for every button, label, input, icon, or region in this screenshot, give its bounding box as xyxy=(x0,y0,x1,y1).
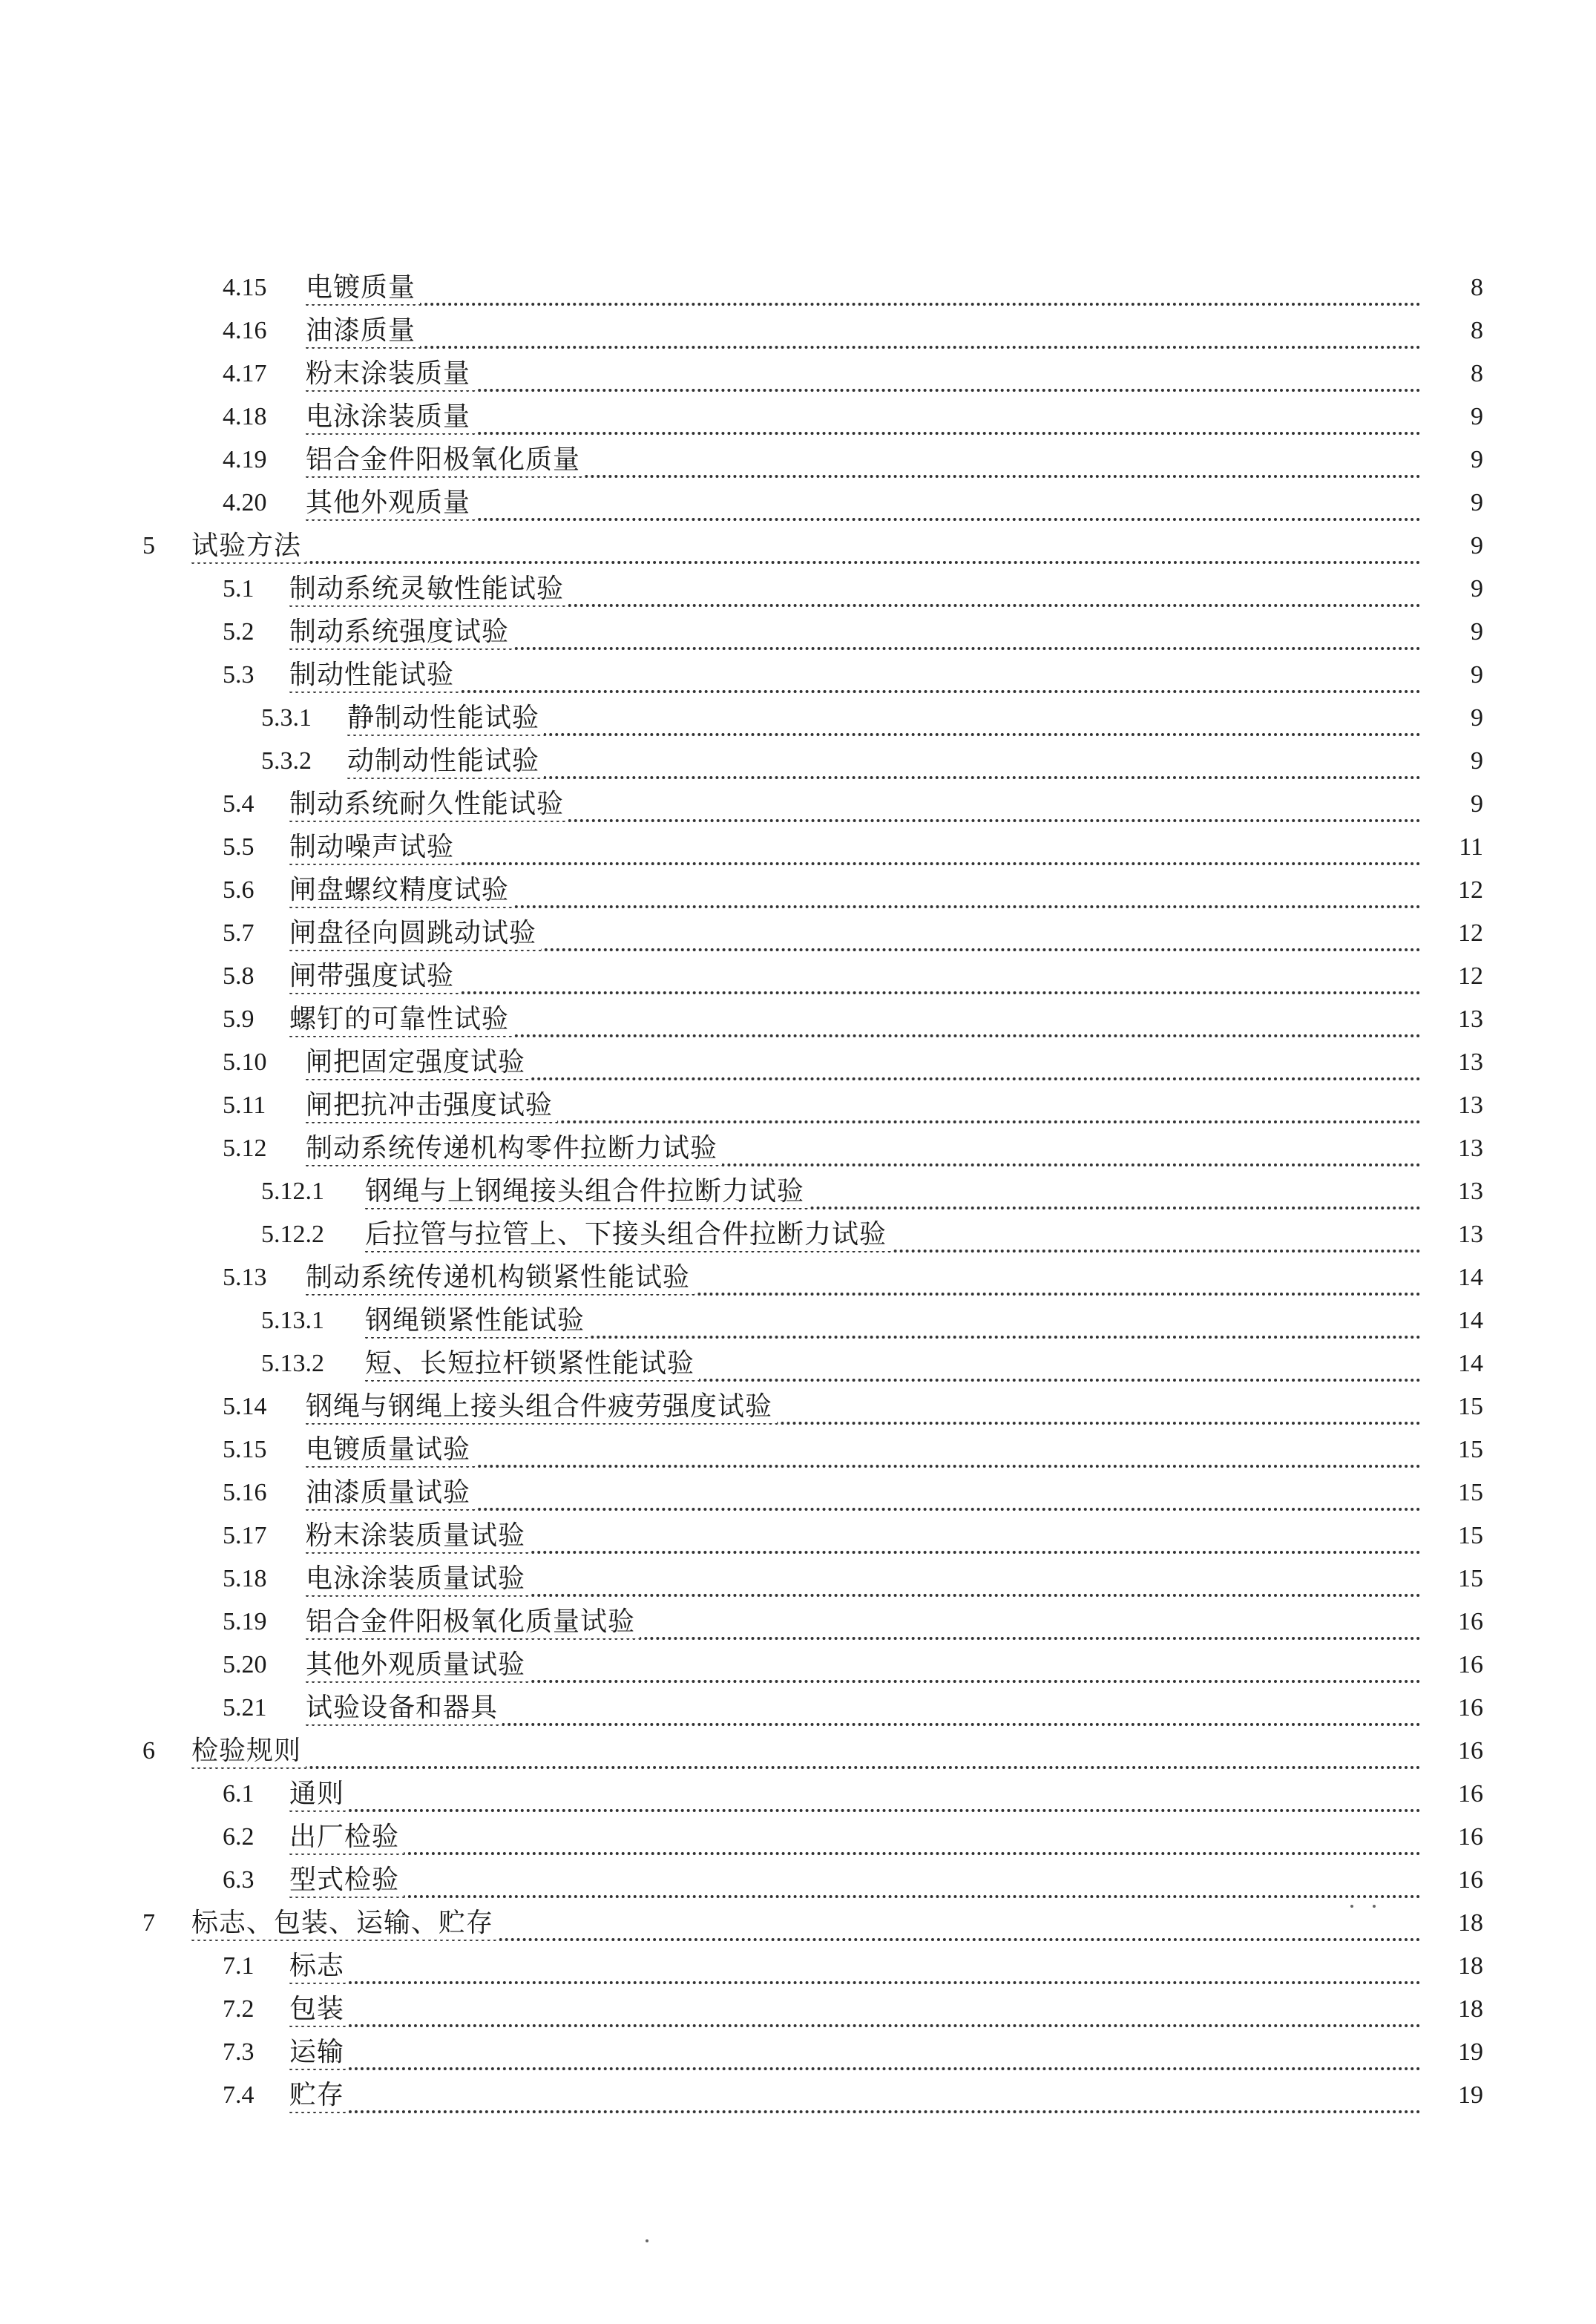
toc-entry-number: 7.4 xyxy=(223,2081,254,2109)
toc-entry-page: 9 xyxy=(1471,790,1483,818)
toc-entry-page: 16 xyxy=(1458,1651,1483,1678)
toc-entry-number: 6 xyxy=(142,1737,155,1765)
toc-leader-dots xyxy=(289,1868,1421,1898)
toc-entry-page: 16 xyxy=(1458,1823,1483,1851)
toc-entry-number: 5.4 xyxy=(223,790,254,818)
toc-entry-number: 4.17 xyxy=(223,360,267,387)
toc-entry-page: 16 xyxy=(1458,1780,1483,1808)
toc-entry xyxy=(0,1861,1596,1904)
toc-entry xyxy=(0,1172,1596,1215)
toc-entry-page: 9 xyxy=(1471,446,1483,473)
toc-entry-number: 5.10 xyxy=(223,1048,267,1076)
toc-entry xyxy=(0,1904,1596,1947)
scan-speck xyxy=(646,2239,648,2242)
toc-entry xyxy=(0,1301,1596,1345)
toc-entry-title: 闸盘径向圆跳动试验 xyxy=(289,917,541,950)
toc-entry-title: 试验设备和器具 xyxy=(306,1692,502,1724)
toc-entry xyxy=(0,527,1596,570)
toc-entry-title: 闸把固定强度试验 xyxy=(306,1046,530,1079)
toc-entry-title: 粉末涂装质量 xyxy=(306,358,475,390)
toc-entry-page: 16 xyxy=(1458,1866,1483,1894)
toc-entry-number: 5.7 xyxy=(223,919,254,947)
toc-entry-number: 5.2 xyxy=(223,618,254,646)
toc-leader-dots xyxy=(191,1739,1421,1769)
toc-entry-title: 动制动性能试验 xyxy=(347,745,544,778)
toc-entry-title: 其他外观质量 xyxy=(306,487,475,519)
toc-entry xyxy=(0,1560,1596,1603)
toc-entry-page: 12 xyxy=(1458,919,1483,947)
toc-entry xyxy=(0,1689,1596,1732)
toc-entry xyxy=(0,312,1596,355)
toc-leader-dots xyxy=(289,1825,1421,1855)
toc-entry xyxy=(0,1603,1596,1646)
toc-entry-page: 9 xyxy=(1471,532,1483,559)
toc-entry-number: 5 xyxy=(142,532,155,559)
toc-entry-title: 电泳涂装质量试验 xyxy=(306,1563,530,1595)
toc-leader-dots xyxy=(289,2084,1421,2113)
toc-leader-dots xyxy=(289,1782,1421,1812)
toc-entry xyxy=(0,398,1596,441)
toc-entry xyxy=(0,1818,1596,1861)
toc-entry-number: 5.5 xyxy=(223,833,254,861)
toc-entry-title: 标志、包装、运输、贮存 xyxy=(191,1907,498,1940)
toc-entry xyxy=(0,1000,1596,1043)
toc-entry-page: 16 xyxy=(1458,1694,1483,1721)
toc-entry-page: 16 xyxy=(1458,1608,1483,1635)
toc-entry-title: 试验方法 xyxy=(191,530,306,562)
toc-entry-page: 18 xyxy=(1458,1995,1483,2023)
toc-entry-title: 包装 xyxy=(289,1993,349,2026)
toc-entry-title: 制动系统耐久性能试验 xyxy=(289,788,568,821)
toc-leader-dots xyxy=(289,1998,1421,2027)
toc-entry xyxy=(0,1215,1596,1258)
toc-entry-title: 电镀质量 xyxy=(306,272,420,304)
toc-entry xyxy=(0,2076,1596,2119)
toc-entry xyxy=(0,828,1596,871)
toc-entry-number: 7 xyxy=(142,1909,155,1937)
toc-entry-number: 5.21 xyxy=(223,1694,267,1721)
toc-leader-dots xyxy=(306,319,1421,349)
toc-entry-page: 15 xyxy=(1458,1393,1483,1420)
toc-entry xyxy=(0,871,1596,914)
toc-entry-title: 闸带强度试验 xyxy=(289,960,459,993)
toc-entry-page: 14 xyxy=(1458,1307,1483,1334)
toc-entry-page: 13 xyxy=(1458,1092,1483,1119)
toc-leader-dots xyxy=(306,276,1421,306)
toc-entry-title: 制动系统传递机构锁紧性能试验 xyxy=(306,1261,694,1294)
toc-entry-page: 11 xyxy=(1459,833,1483,861)
toc-entry-title: 检验规则 xyxy=(191,1735,306,1767)
toc-entry-title: 运输 xyxy=(289,2036,349,2069)
toc-entry xyxy=(0,570,1596,613)
scan-speck xyxy=(1373,1905,1376,1908)
toc-entry xyxy=(0,1129,1596,1172)
toc-entry-title: 静制动性能试验 xyxy=(347,702,544,735)
toc-entry xyxy=(0,914,1596,957)
toc-entry xyxy=(0,355,1596,398)
toc-entry-page: 8 xyxy=(1471,360,1483,387)
toc-entry-page: 16 xyxy=(1458,1737,1483,1765)
toc-entry-page: 12 xyxy=(1458,876,1483,904)
toc-entry-page: 9 xyxy=(1471,661,1483,689)
toc-entry xyxy=(0,1990,1596,2033)
toc-entry-page: 12 xyxy=(1458,962,1483,990)
table-of-contents xyxy=(0,269,1596,2119)
toc-entry-number: 5.15 xyxy=(223,1436,267,1463)
toc-leader-dots xyxy=(191,534,1421,564)
toc-entry-number: 4.19 xyxy=(223,446,267,473)
toc-entry-number: 5.3 xyxy=(223,661,254,689)
toc-entry xyxy=(0,1345,1596,1388)
toc-entry-title: 电镀质量试验 xyxy=(306,1434,475,1466)
toc-entry-title: 制动系统传递机构零件拉断力试验 xyxy=(306,1132,722,1165)
toc-entry xyxy=(0,269,1596,312)
toc-entry-number: 5.3.1 xyxy=(261,704,312,732)
toc-entry-page: 9 xyxy=(1471,747,1483,775)
toc-entry xyxy=(0,1431,1596,1474)
toc-entry-title: 粉末涂装质量试验 xyxy=(306,1520,530,1552)
toc-entry-title: 油漆质量 xyxy=(306,315,420,347)
toc-entry-number: 4.16 xyxy=(223,317,267,344)
toc-entry-number: 5.18 xyxy=(223,1565,267,1592)
toc-entry xyxy=(0,1947,1596,1990)
toc-entry xyxy=(0,785,1596,828)
toc-entry xyxy=(0,957,1596,1000)
toc-entry-title: 制动系统灵敏性能试验 xyxy=(289,573,568,605)
toc-entry xyxy=(0,441,1596,484)
toc-entry-title: 钢绳与钢绳上接头组合件疲劳强度试验 xyxy=(306,1391,777,1423)
toc-entry-number: 7.1 xyxy=(223,1952,254,1980)
toc-entry-title: 电泳涂装质量 xyxy=(306,401,475,433)
toc-entry-number: 6.2 xyxy=(223,1823,254,1851)
toc-entry-page: 15 xyxy=(1458,1436,1483,1463)
toc-entry-number: 4.20 xyxy=(223,489,267,516)
toc-entry-title: 铝合金件阳极氧化质量 xyxy=(306,444,585,476)
toc-entry xyxy=(0,699,1596,742)
toc-entry-page: 9 xyxy=(1471,489,1483,516)
toc-entry-page: 19 xyxy=(1458,2081,1483,2109)
toc-entry xyxy=(0,1474,1596,1517)
toc-entry-number: 5.12.2 xyxy=(261,1221,324,1248)
toc-entry-page: 13 xyxy=(1458,1221,1483,1248)
toc-entry-page: 18 xyxy=(1458,1952,1483,1980)
toc-entry-page: 8 xyxy=(1471,274,1483,301)
toc-entry-page: 9 xyxy=(1471,575,1483,603)
toc-entry-title: 螺钉的可靠性试验 xyxy=(289,1003,513,1036)
toc-leader-dots xyxy=(289,663,1421,693)
toc-entry-title: 通则 xyxy=(289,1778,349,1811)
toc-entry-title: 制动性能试验 xyxy=(289,659,459,692)
toc-entry xyxy=(0,613,1596,656)
toc-entry-number: 5.17 xyxy=(223,1522,267,1549)
toc-entry-number: 5.9 xyxy=(223,1005,254,1033)
toc-entry-number: 5.8 xyxy=(223,962,254,990)
toc-leader-dots xyxy=(289,836,1421,865)
toc-entry-number: 5.19 xyxy=(223,1608,267,1635)
toc-entry-title: 制动系统强度试验 xyxy=(289,616,513,649)
toc-entry-number: 5.13.1 xyxy=(261,1307,324,1334)
toc-entry-title: 标志 xyxy=(289,1950,349,1983)
toc-entry-page: 9 xyxy=(1471,618,1483,646)
toc-entry xyxy=(0,742,1596,785)
toc-entry-title: 其他外观质量试验 xyxy=(306,1649,530,1681)
toc-entry-number: 5.14 xyxy=(223,1393,267,1420)
toc-entry-page: 15 xyxy=(1458,1522,1483,1549)
toc-entry-page: 14 xyxy=(1458,1350,1483,1377)
toc-entry-number: 6.3 xyxy=(223,1866,254,1894)
toc-entry xyxy=(0,484,1596,527)
toc-entry-page: 18 xyxy=(1458,1909,1483,1937)
toc-entry-number: 6.1 xyxy=(223,1780,254,1808)
toc-entry-page: 15 xyxy=(1458,1565,1483,1592)
toc-entry-title: 钢绳与上钢绳接头组合件拉断力试验 xyxy=(365,1175,809,1208)
toc-entry-number: 5.3.2 xyxy=(261,747,312,775)
toc-entry-title: 贮存 xyxy=(289,2079,349,2112)
toc-entry-number: 4.18 xyxy=(223,403,267,430)
toc-entry-title: 制动噪声试验 xyxy=(289,831,459,864)
toc-entry xyxy=(0,1732,1596,1775)
toc-entry-title: 钢绳锁紧性能试验 xyxy=(365,1304,589,1337)
toc-entry-number: 4.15 xyxy=(223,274,267,301)
toc-entry xyxy=(0,656,1596,699)
toc-entry-number: 5.6 xyxy=(223,876,254,904)
toc-entry-number: 5.11 xyxy=(223,1092,266,1119)
toc-entry-page: 13 xyxy=(1458,1135,1483,1162)
toc-entry-title: 闸盘螺纹精度试验 xyxy=(289,874,513,907)
toc-entry-title: 后拉管与拉管上、下接头组合件拉断力试验 xyxy=(365,1218,891,1251)
toc-entry-page: 13 xyxy=(1458,1178,1483,1205)
toc-entry-number: 5.13.2 xyxy=(261,1350,324,1377)
toc-entry-number: 5.13 xyxy=(223,1264,267,1291)
toc-entry-number: 7.2 xyxy=(223,1995,254,2023)
toc-entry-number: 5.12 xyxy=(223,1135,267,1162)
toc-leader-dots xyxy=(289,1954,1421,1984)
toc-entry xyxy=(0,1646,1596,1689)
toc-entry xyxy=(0,1258,1596,1301)
toc-entry-page: 19 xyxy=(1458,2038,1483,2066)
toc-entry xyxy=(0,1086,1596,1129)
toc-entry-title: 出厂检验 xyxy=(289,1821,404,1854)
toc-entry-page: 8 xyxy=(1471,317,1483,344)
toc-entry-page: 13 xyxy=(1458,1005,1483,1033)
toc-entry-title: 铝合金件阳极氧化质量试验 xyxy=(306,1606,640,1638)
toc-leader-dots xyxy=(289,965,1421,994)
toc-entry-number: 7.3 xyxy=(223,2038,254,2066)
toc-entry xyxy=(0,1043,1596,1086)
scan-speck xyxy=(1350,1905,1353,1908)
toc-entry-number: 5.12.1 xyxy=(261,1178,324,1205)
toc-entry-title: 油漆质量试验 xyxy=(306,1477,475,1509)
toc-entry-page: 9 xyxy=(1471,403,1483,430)
toc-entry-number: 5.20 xyxy=(223,1651,267,1678)
toc-entry-number: 5.1 xyxy=(223,575,254,603)
toc-entry-number: 5.16 xyxy=(223,1479,267,1506)
toc-entry xyxy=(0,1517,1596,1560)
toc-entry-page: 9 xyxy=(1471,704,1483,732)
toc-entry-page: 14 xyxy=(1458,1264,1483,1291)
toc-entry xyxy=(0,1388,1596,1431)
toc-entry xyxy=(0,1775,1596,1818)
toc-entry-page: 15 xyxy=(1458,1479,1483,1506)
toc-entry-title: 型式检验 xyxy=(289,1864,404,1897)
toc-entry-title: 短、长短拉杆锁紧性能试验 xyxy=(365,1348,699,1380)
toc-entry xyxy=(0,2033,1596,2076)
toc-leader-dots xyxy=(289,2041,1421,2070)
toc-entry-title: 闸把抗冲击强度试验 xyxy=(306,1089,557,1122)
toc-entry-page: 13 xyxy=(1458,1048,1483,1076)
